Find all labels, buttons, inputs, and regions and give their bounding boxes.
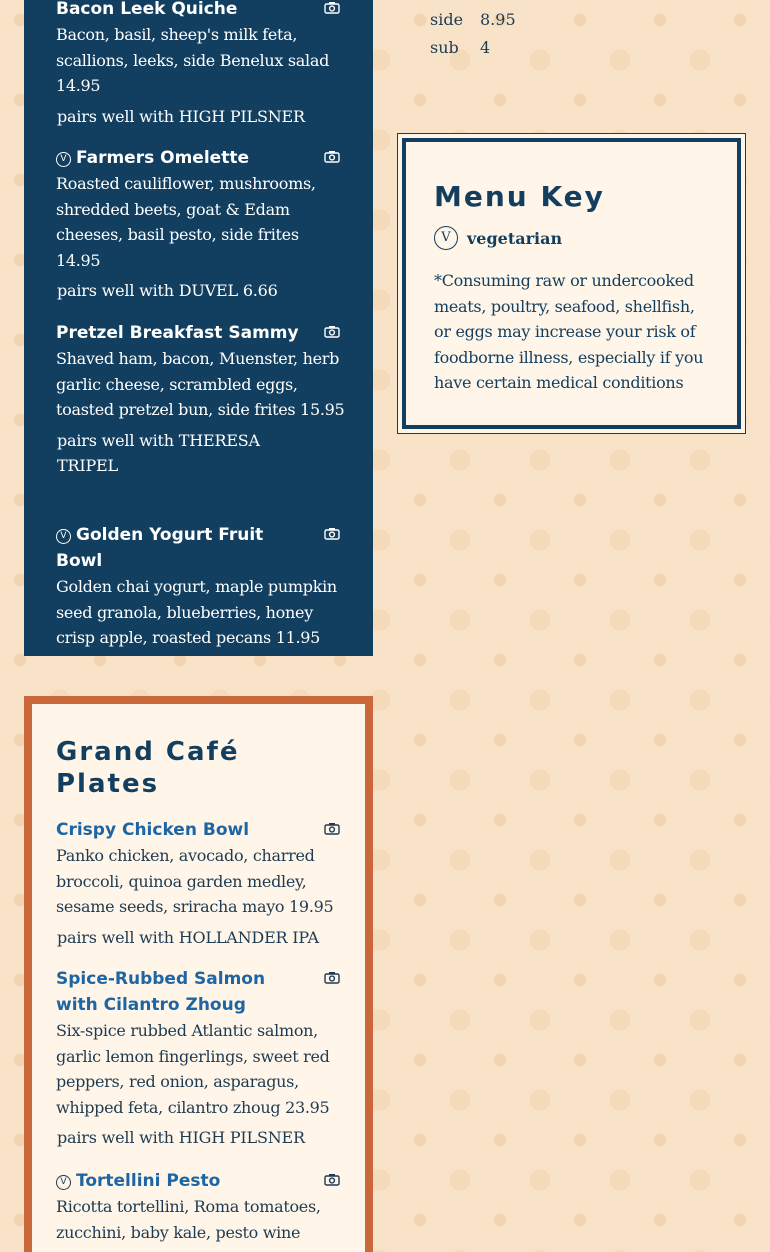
price-label: sub bbox=[430, 38, 459, 57]
menu-item-spice-rubbed-salmon bbox=[56, 966, 346, 1151]
vegetarian-v-icon: V bbox=[434, 226, 458, 250]
menu-key-box bbox=[397, 133, 746, 434]
price-value: 4 bbox=[480, 38, 491, 57]
menu-item-name[interactable]: V Golden Yogurt Fruit Bowl bbox=[56, 525, 264, 571]
vegetarian-v-icon: V bbox=[56, 529, 71, 544]
menu-item-description: Roasted cauliflower, mushrooms, shredded beets, goat & Edam cheeses, basil pesto, side frites 14.95 bbox=[56, 174, 316, 270]
menu-item-name[interactable]: V Farmers Omelette bbox=[56, 145, 346, 171]
camera-icon[interactable] bbox=[324, 971, 340, 984]
menu-item-pairing: pairs well with HIGH PILSNER bbox=[57, 1128, 305, 1147]
camera-icon[interactable] bbox=[324, 150, 340, 163]
menu-item-golden-yogurt-fruit-bowl bbox=[56, 522, 346, 651]
price-row bbox=[430, 34, 516, 62]
price-label: side bbox=[430, 10, 464, 29]
camera-icon[interactable] bbox=[324, 822, 340, 835]
price-table bbox=[430, 6, 516, 62]
camera-icon[interactable] bbox=[324, 1173, 340, 1186]
menu-item-pairing: pairs well with DUVEL 6.66 bbox=[57, 281, 278, 300]
menu-item-description: Panko chicken, avocado, charred broccoli, quinoa garden medley, sesame seeds, sriracha mayo 19.95 bbox=[56, 846, 334, 916]
menu-key-vegetarian-label: vegetarian bbox=[467, 228, 563, 248]
menu-item-name[interactable]: Spice-Rubbed Salmon with Cilantro Zhoug bbox=[56, 969, 266, 1015]
menu-key-title: Menu Key bbox=[434, 180, 605, 213]
menu-item-bacon-leek-quiche bbox=[56, 0, 346, 129]
menu-key-food-safety-note: *Consuming raw or undercooked meats, poultry, seafood, shellfish, or eggs may increase your risk of foodborne illness, especially if you have certain medical conditions bbox=[434, 271, 704, 393]
menu-item-description: Six-spice rubbed Atlantic salmon, garlic lemon fingerlings, sweet red peppers, red onion, asparagus, whipped feta, cilantro zhoug 23.95 bbox=[56, 1021, 330, 1117]
menu-item-pairing: pairs well with THERESA TRIPEL bbox=[57, 430, 260, 475]
menu-item-name[interactable]: Bacon Leek Quiche bbox=[56, 0, 238, 19]
menu-item-description: Ricotta tortellini, Roma tomatoes, zucchini, baby kale, pesto wine bbox=[56, 1197, 321, 1242]
menu-item-description: Bacon, basil, sheep's milk feta, scallions, leeks, side Benelux salad 14.95 bbox=[56, 25, 330, 95]
plates-section-title: Grand Café Plates bbox=[56, 737, 240, 799]
camera-icon[interactable] bbox=[324, 325, 340, 338]
menu-item-pairing: pairs well with HIGH PILSNER bbox=[57, 106, 305, 126]
menu-item-tortellini-pesto bbox=[56, 1168, 346, 1245]
menu-item-name[interactable]: V Tortellini Pesto bbox=[56, 1168, 346, 1194]
price-value: 8.95 bbox=[480, 10, 516, 29]
menu-item-description: Shaved ham, bacon, Muenster, herb garlic cheese, scrambled eggs, toasted pretzel bun, side frites 15.95 bbox=[56, 349, 345, 419]
menu-item-pretzel-breakfast-sammy bbox=[56, 320, 346, 479]
menu-item-pairing: pairs well with HOLLANDER IPA bbox=[57, 927, 319, 947]
camera-icon[interactable] bbox=[324, 527, 340, 540]
menu-item-name[interactable]: Pretzel Breakfast Sammy bbox=[56, 323, 299, 343]
menu-key-vegetarian bbox=[434, 226, 562, 250]
menu-item-name[interactable]: Crispy Chicken Bowl bbox=[56, 820, 250, 840]
vegetarian-v-icon: V bbox=[56, 152, 71, 167]
vegetarian-v-icon: V bbox=[56, 1175, 71, 1190]
menu-key-inner bbox=[402, 138, 741, 429]
menu-item-crispy-chicken-bowl bbox=[56, 817, 346, 950]
price-row bbox=[430, 6, 516, 34]
menu-item-farmers-omelette bbox=[56, 145, 346, 304]
menu-item-description: Golden chai yogurt, maple pumpkin seed granola, blueberries, honey crisp apple, roasted pecans 11.95 bbox=[56, 577, 337, 647]
camera-icon[interactable] bbox=[324, 1, 340, 14]
